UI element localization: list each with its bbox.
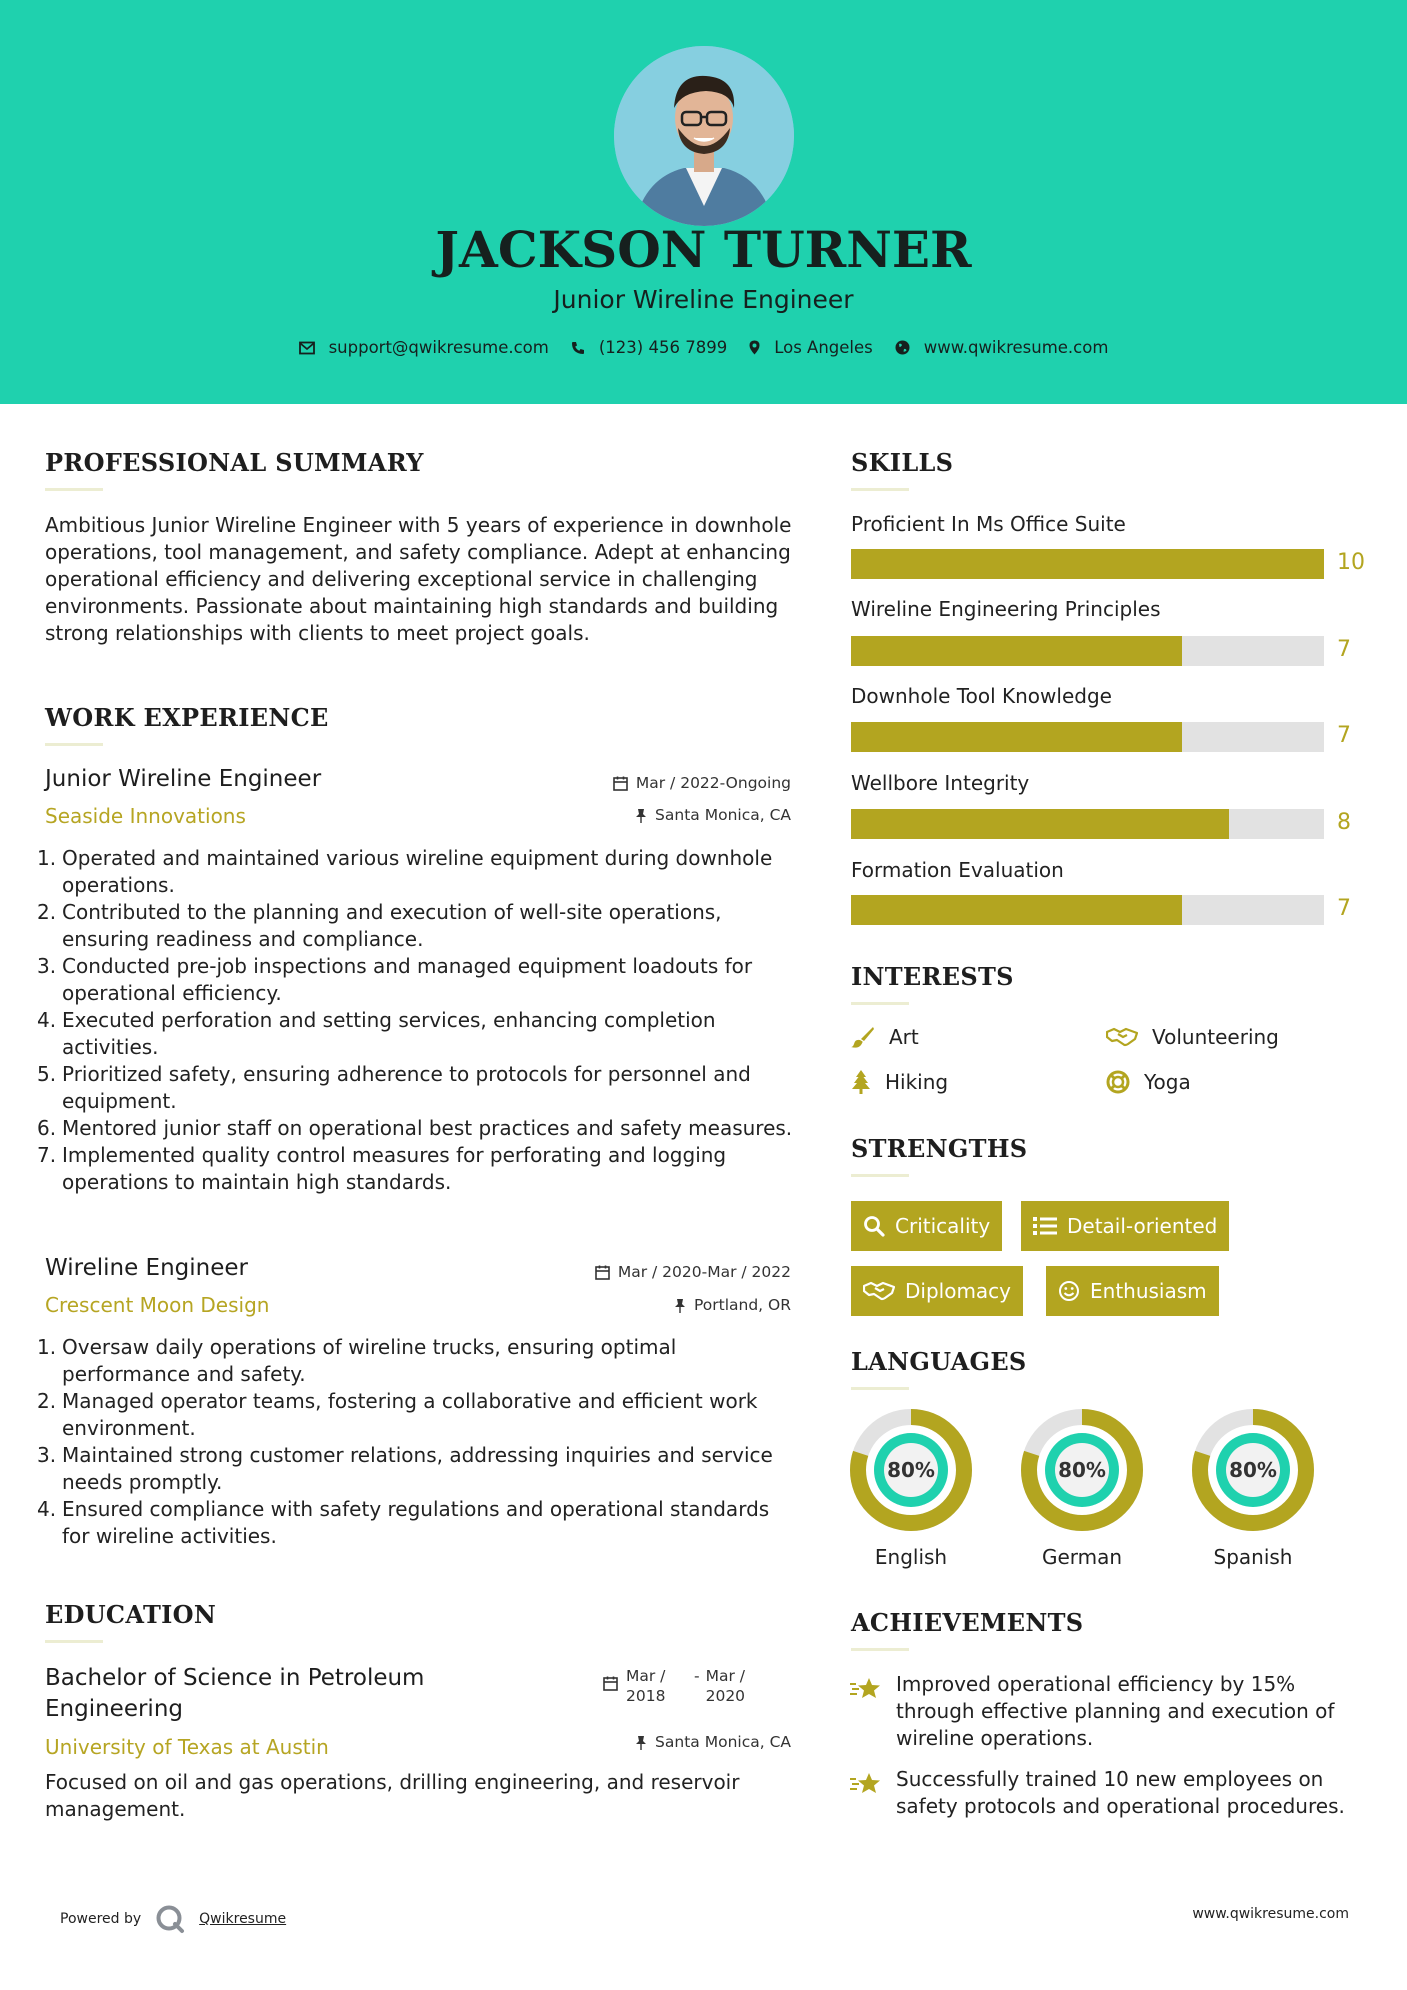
contact-email[interactable] (299, 338, 549, 357)
job-date (531, 774, 791, 792)
job-company: Crescent Moon Design (45, 1293, 270, 1317)
resume-header (0, 0, 1407, 404)
envelope-icon (299, 341, 315, 355)
person-photo-icon (614, 46, 794, 226)
list-item: 3. Conducted pre-job inspections and managed equipment loadouts for operational efficiency. (37, 954, 753, 1005)
job-company: Seaside Innovations (45, 804, 246, 828)
skill-name: Wellbore Integrity (851, 771, 1030, 795)
contact-location (749, 338, 873, 357)
achievement-item: Improved operational efficiency by 15% through effective planning and execution of wireline operations. (896, 1672, 1335, 1750)
job-title: Wireline Engineer (45, 1255, 248, 1281)
skill-bar (851, 895, 1324, 925)
list-item: 4. Ensured compliance with safety regulations and operational standards for wireline activities. (37, 1497, 770, 1548)
list-item: 7. Implemented quality control measures for perforating and logging operations to maintain high standards. (37, 1143, 727, 1194)
education-divider (45, 1640, 103, 1643)
skills-heading: SKILLS (851, 448, 954, 477)
skill-value: 7 (1337, 723, 1351, 748)
degree-title: Bachelor of Science in Petroleum Engineering (45, 1665, 425, 1722)
strength-badge (1046, 1266, 1219, 1316)
skill-bar-fill (851, 549, 1324, 579)
job-location (531, 806, 791, 824)
skill-value: 7 (1337, 637, 1351, 662)
language-ring (1192, 1409, 1314, 1531)
pushpin-icon (674, 1298, 686, 1313)
list-item: 2. Contributed to the planning and execution of well-site operations, ensuring readiness and compliance. (37, 900, 722, 951)
qwikresume-logo-icon (155, 1904, 185, 1934)
interest-label: Hiking (885, 1070, 949, 1094)
profile-photo (614, 46, 794, 226)
interests-heading: INTERESTS (851, 962, 1014, 991)
phone-icon (571, 341, 585, 355)
handshake-icon (863, 1280, 895, 1302)
list-item: 4. Executed perforation and setting services, enhancing completion activities. (37, 1008, 716, 1059)
achievement-item: Successfully trained 10 new employees on safety protocols and operational procedures. (896, 1767, 1345, 1818)
languages-divider (851, 1387, 909, 1390)
languages-heading: LANGUAGES (851, 1347, 1027, 1376)
list-item: 2. Managed operator teams, fostering a collaborative and efficient work environment. (37, 1389, 758, 1440)
phone-text: (123) 456 7899 (598, 338, 728, 357)
strength-label: Diplomacy (905, 1279, 1012, 1303)
skill-bar (851, 809, 1324, 839)
experience-divider (45, 743, 103, 746)
education-text: Focused on oil and gas operations, drilling engineering, and reservoir management. (45, 1770, 740, 1821)
job-date (531, 1263, 791, 1281)
website-text: www.qwikresume.com (923, 338, 1109, 357)
skill-bar (851, 722, 1324, 752)
job-title: Junior Wireline Engineer (45, 766, 322, 792)
skill-bar-fill (851, 809, 1229, 839)
experience-heading: WORK EXPERIENCE (45, 703, 329, 732)
skill-value: 7 (1337, 896, 1351, 921)
skill-bar (851, 549, 1324, 579)
strength-badge (1021, 1201, 1229, 1251)
smile-icon (1058, 1280, 1080, 1302)
skill-bar (851, 636, 1324, 666)
summary-divider (45, 488, 103, 491)
interest-item (1106, 1070, 1191, 1094)
contact-phone[interactable] (571, 338, 727, 357)
list-item: 5. Prioritized safety, ensuring adherence to protocols for personnel and equipment. (37, 1062, 751, 1113)
globe-icon (895, 340, 910, 355)
pushpin-icon (635, 808, 647, 823)
interest-label: Volunteering (1152, 1025, 1279, 1049)
job-duties-list (37, 845, 797, 1196)
strength-label: Criticality (895, 1214, 991, 1238)
language-percent: 80% (1229, 1458, 1277, 1482)
list-icon (1033, 1216, 1057, 1236)
language-name: English (874, 1545, 948, 1569)
skills-divider (851, 488, 909, 491)
strengths-heading: STRENGTHS (851, 1134, 1028, 1163)
handshake-icon (1106, 1026, 1138, 1048)
skill-value: 10 (1337, 550, 1365, 575)
language-ring (1021, 1409, 1143, 1531)
language-name: German (1041, 1545, 1123, 1569)
location-text: Los Angeles (774, 338, 873, 357)
paintbrush-icon (851, 1025, 875, 1049)
footer-powered-by (60, 1904, 286, 1934)
strengths-divider (851, 1174, 909, 1177)
email-text: support@qwikresume.com (328, 338, 549, 357)
search-icon (863, 1215, 885, 1237)
tree-icon (851, 1070, 871, 1094)
calendar-icon (603, 1676, 618, 1691)
strength-badge (851, 1201, 1002, 1251)
lifering-icon (1106, 1070, 1130, 1094)
list-item: 3. Maintained strong customer relations, addressing inquiries and service needs promptly. (37, 1443, 773, 1494)
candidate-title: Junior Wireline Engineer (553, 285, 854, 314)
summary-heading: PROFESSIONAL SUMMARY (45, 448, 424, 477)
date-separator: - (694, 1667, 700, 1685)
interest-item (851, 1025, 919, 1049)
strength-label: Enthusiasm (1090, 1279, 1207, 1303)
list-item: 1. Oversaw daily operations of wireline trucks, ensuring optimal performance and safety. (37, 1335, 677, 1386)
calendar-icon (613, 776, 628, 791)
education-date-end: Mar / 2020 (705, 1667, 746, 1705)
candidate-name: JACKSON TURNER (435, 220, 972, 279)
contact-bar (0, 338, 1407, 357)
skill-name: Wireline Engineering Principles (851, 597, 1161, 621)
language-ring (850, 1409, 972, 1531)
summary-text: Ambitious Junior Wireline Engineer with 5 years of experience in downhole operations, tool management, and safety compliance. Adept at enhancing operational efficiency and delivering exceptional service in challenging environments. Passionate about maintaining high standards and building strong relationships with clients to meet project goals. (45, 513, 792, 645)
language-name: Spanish (1213, 1545, 1293, 1569)
interests-divider (851, 1002, 909, 1005)
interest-label: Art (889, 1025, 919, 1049)
education-location (531, 1733, 791, 1751)
skill-name: Formation Evaluation (851, 858, 1064, 882)
job-duties-list (37, 1334, 797, 1550)
skill-bar-fill (851, 636, 1182, 666)
star-award-icon (850, 1676, 882, 1702)
job-location (531, 1296, 791, 1314)
strength-label: Detail-oriented (1067, 1214, 1218, 1238)
education-heading: EDUCATION (45, 1600, 217, 1629)
skill-bar-fill (851, 722, 1182, 752)
interest-item (1106, 1025, 1279, 1049)
interest-label: Yoga (1144, 1070, 1191, 1094)
list-item: 1. Operated and maintained various wireline equipment during downhole operations. (37, 846, 773, 897)
job-location-text: Santa Monica, CA (655, 806, 791, 824)
school-name: University of Texas at Austin (45, 1735, 329, 1759)
powered-by-text: Powered by (60, 1911, 142, 1927)
achievements-divider (851, 1648, 909, 1651)
map-pin-icon (749, 340, 760, 355)
education-dates (603, 1666, 766, 1706)
interest-item (851, 1070, 948, 1094)
skill-bar-fill (851, 895, 1182, 925)
strength-badge (851, 1266, 1023, 1316)
skill-name: Proficient In Ms Office Suite (851, 512, 1126, 536)
skill-name: Downhole Tool Knowledge (851, 684, 1112, 708)
language-percent: 80% (887, 1458, 935, 1482)
education-date-start: Mar / 2018 (626, 1667, 666, 1705)
footer-url[interactable]: www.qwikresume.com (1192, 1906, 1349, 1922)
star-award-icon (850, 1771, 882, 1797)
achievements-heading: ACHIEVEMENTS (851, 1608, 1084, 1637)
brand-link[interactable]: Qwikresume (199, 1911, 287, 1927)
contact-website[interactable] (895, 338, 1109, 357)
pushpin-icon (635, 1735, 647, 1750)
job-date-text: Mar / 2022-Ongoing (635, 774, 791, 792)
education-location-text: Santa Monica, CA (655, 1733, 791, 1751)
job-location-text: Portland, OR (693, 1296, 791, 1314)
skill-value: 8 (1337, 810, 1351, 835)
language-percent: 80% (1058, 1458, 1106, 1482)
list-item: 6. Mentored junior staff on operational best practices and safety measures. (37, 1116, 793, 1140)
calendar-icon (595, 1265, 610, 1280)
job-date-text: Mar / 2020-Mar / 2022 (617, 1263, 791, 1281)
